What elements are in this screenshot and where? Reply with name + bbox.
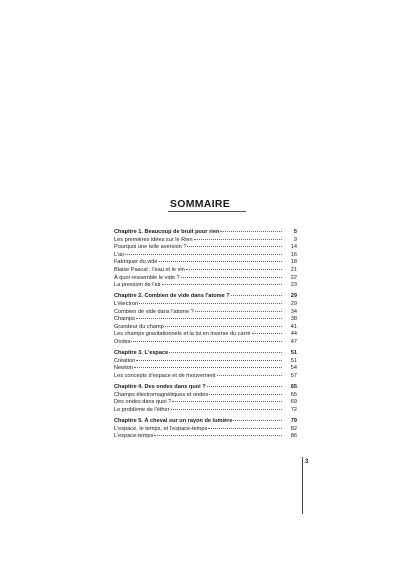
entry-page-number: 29 <box>290 300 297 307</box>
entry-title: Pourquoi une telle aversion ? <box>114 244 187 251</box>
toc-entry <box>114 324 297 332</box>
entry-title: Newton <box>114 365 133 372</box>
toc-entry <box>114 267 297 275</box>
chapter-heading <box>114 418 297 426</box>
dot-leader <box>233 420 282 421</box>
entry-title: À quoi ressemble le vide ? <box>114 274 180 281</box>
toc-entry <box>114 237 297 245</box>
entry-title: Combien de vide dans l'atome ? <box>114 308 194 315</box>
dot-leader <box>139 303 282 304</box>
entry-title: Blaise Pascal : l'eau et le vin <box>114 266 185 273</box>
entry-title: Des ondes dans quoi ? <box>114 399 172 406</box>
entry-page-number: 44 <box>290 331 297 338</box>
entry-page-number: 54 <box>290 365 297 372</box>
entry-page-number: 21 <box>290 266 297 273</box>
entry-page-number: 22 <box>290 274 297 281</box>
toc-entry <box>114 339 297 347</box>
entry-title: Champs électromagnétiques et ondes <box>114 391 209 398</box>
chapter-block <box>114 384 297 414</box>
toc-entry <box>114 282 297 290</box>
toc-entry <box>114 399 297 407</box>
dot-leader <box>207 386 282 387</box>
entry-page-number: 34 <box>290 308 297 315</box>
dot-leader <box>186 269 282 270</box>
entry-page-number: 29 <box>290 293 297 300</box>
entry-title: Fabriquer du vide <box>114 259 158 266</box>
chapter-heading <box>114 350 297 358</box>
title-underline <box>168 211 246 212</box>
entry-page-number: 86 <box>290 433 297 440</box>
entry-page-number: 57 <box>290 372 297 379</box>
chapter-title: Chapitre 1. Beaucoup de bruit pour rien <box>114 229 220 235</box>
entry-title: L'air <box>114 251 125 258</box>
dot-leader <box>134 367 282 368</box>
chapter-heading <box>114 384 297 392</box>
entry-page-number: 5 <box>293 229 297 235</box>
entry-page-number: 65 <box>290 391 297 398</box>
dot-leader <box>154 435 282 436</box>
folio-rule <box>302 457 303 514</box>
dot-leader <box>231 295 282 296</box>
toc-entry <box>114 309 297 317</box>
entry-page-number: 69 <box>290 399 297 406</box>
dot-leader <box>165 326 282 327</box>
toc-entry <box>114 259 297 267</box>
toc-entry <box>114 373 297 381</box>
entry-title: Grandeur du champ <box>114 323 164 330</box>
toc-entry <box>114 365 297 373</box>
chapter-title: Chapitre 3. L'espace <box>114 350 169 357</box>
toc-entry <box>114 331 297 339</box>
entry-title: Les concepts d'espace et de mouvement <box>114 372 216 379</box>
entry-page-number: 16 <box>290 251 297 258</box>
entry-page-number: 51 <box>290 357 297 364</box>
entry-title: Création <box>114 357 136 364</box>
toc-entry <box>114 316 297 324</box>
entry-title: L'électron <box>114 300 139 307</box>
toc-entry <box>114 252 297 260</box>
dot-leader <box>136 318 282 319</box>
dot-leader <box>169 352 282 353</box>
toc-entry <box>114 433 297 441</box>
toc-entry <box>114 426 297 434</box>
dot-leader <box>171 409 283 410</box>
entry-page-number: 79 <box>290 418 297 425</box>
chapter-block <box>114 350 297 380</box>
entry-title: La pression de l'air <box>114 282 161 289</box>
chapter-title: Chapitre 4. Des ondes dans quoi ? <box>114 384 206 391</box>
dot-leader <box>208 428 282 429</box>
dot-leader <box>162 284 282 285</box>
dot-leader <box>187 246 282 247</box>
page-number: 3 <box>305 459 309 465</box>
toc-entry <box>114 392 297 400</box>
toc-entry <box>114 358 297 366</box>
entry-title: Les champs gravitationnels et la loi en inverse du carré <box>114 331 251 338</box>
entry-page-number: 18 <box>290 259 297 266</box>
entry-title: Les premières idées sur le Rien <box>114 236 193 243</box>
dot-leader <box>172 401 282 402</box>
dot-leader <box>136 360 282 361</box>
entry-page-number: 65 <box>290 384 297 391</box>
chapter-title: Chapitre 2. Combien de vide dans l'atome ? <box>114 293 230 300</box>
chapter-block <box>114 293 297 346</box>
entry-page-number: 72 <box>290 406 297 413</box>
entry-page-number: 14 <box>290 244 297 251</box>
chapter-title: Chapitre 5. À cheval sur un rayon de lumière <box>114 418 233 425</box>
chapter-heading <box>114 293 297 301</box>
dot-leader <box>131 341 282 342</box>
page-title: SOMMAIRE <box>169 198 231 210</box>
entry-page-number: 38 <box>290 316 297 323</box>
entry-page-number: 47 <box>290 338 297 345</box>
entry-title: Ondes <box>114 338 131 345</box>
dot-leader <box>181 277 282 278</box>
entry-title: Le problème de l'éther <box>114 406 170 413</box>
dot-leader <box>217 375 282 376</box>
dot-leader <box>194 239 282 240</box>
dot-leader <box>220 231 282 232</box>
table-of-contents <box>114 229 297 444</box>
chapter-block <box>114 229 297 290</box>
dot-leader <box>125 254 282 255</box>
toc-entry <box>114 301 297 309</box>
entry-title: Champs <box>114 316 135 323</box>
entry-title: L'espace, le temps, et l'espace-temps <box>114 425 208 432</box>
chapter-block <box>114 418 297 441</box>
entry-page-number: 9 <box>293 236 297 243</box>
dot-leader <box>252 333 283 334</box>
toc-entry <box>114 275 297 283</box>
dot-leader <box>209 394 282 395</box>
entry-page-number: 41 <box>290 323 297 330</box>
toc-entry <box>114 407 297 415</box>
entry-page-number: 51 <box>290 350 297 357</box>
chapter-heading <box>114 229 297 237</box>
dot-leader <box>159 261 282 262</box>
entry-page-number: 82 <box>290 425 297 432</box>
toc-entry <box>114 244 297 252</box>
entry-title: L'espace-temps <box>114 433 154 440</box>
dot-leader <box>195 311 282 312</box>
entry-page-number: 23 <box>290 282 297 289</box>
